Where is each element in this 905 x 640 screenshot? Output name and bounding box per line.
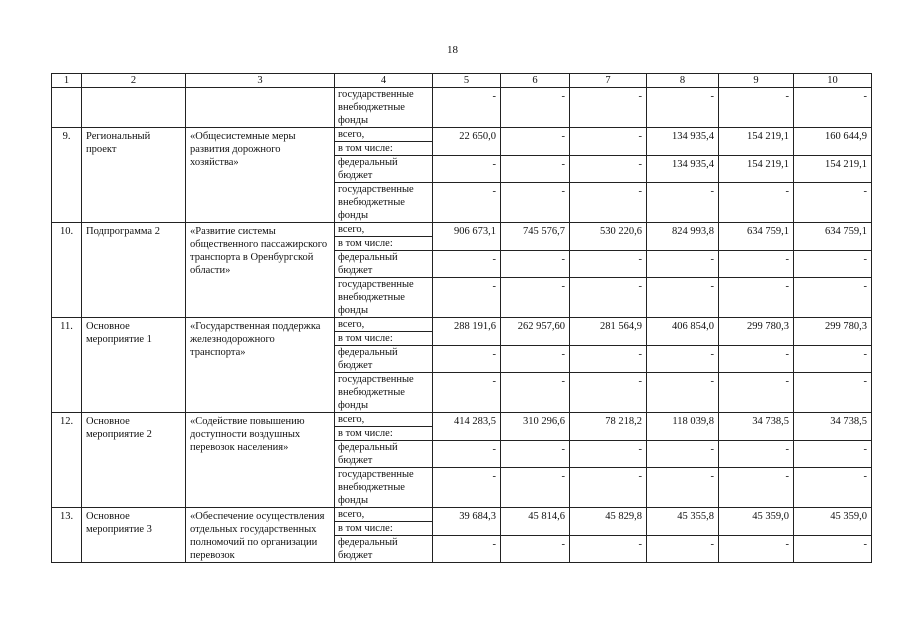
row-name: «Развитие системы общественного пассажирского транспорта в Оренбургской области» xyxy=(186,223,335,318)
column-number-cell: 3 xyxy=(186,74,335,88)
value-cell: - xyxy=(570,278,647,318)
row-name: «Обеспечение осуществления отдельных государственных полномочий по организации перевозок xyxy=(186,508,335,563)
column-number-cell: 2 xyxy=(82,74,186,88)
line-label: государственные внебюджетные фонды xyxy=(335,468,433,508)
row-name: «Государственная поддержка железнодорожного транспорта» xyxy=(186,318,335,413)
column-number-cell: 10 xyxy=(794,74,872,88)
value-cell: - xyxy=(647,183,719,223)
line-label: федеральный бюджет xyxy=(335,346,433,373)
table-row xyxy=(52,128,872,142)
column-number-cell: 4 xyxy=(335,74,433,88)
value-cell: - xyxy=(433,88,501,128)
value-cell: - xyxy=(501,183,570,223)
value-cell: - xyxy=(570,183,647,223)
value-cell: - xyxy=(570,251,647,278)
value-cell: - xyxy=(570,346,647,373)
line-label: федеральный бюджет xyxy=(335,441,433,468)
value-cell: - xyxy=(501,441,570,468)
value-cell: - xyxy=(647,346,719,373)
line-label: в том числе: xyxy=(335,142,433,156)
value-cell: - xyxy=(647,373,719,413)
value-cell: - xyxy=(647,278,719,318)
value-cell: - xyxy=(719,441,794,468)
value-cell: - xyxy=(794,346,872,373)
value-cell: - xyxy=(570,441,647,468)
line-label: всего, xyxy=(335,508,433,522)
value-cell: 634 759,1 xyxy=(719,223,794,251)
table-row xyxy=(52,508,872,522)
value-cell: - xyxy=(433,468,501,508)
value-cell: - xyxy=(647,88,719,128)
line-label: в том числе: xyxy=(335,237,433,251)
value-cell: - xyxy=(794,251,872,278)
budget-table xyxy=(51,73,872,563)
value-cell: - xyxy=(501,278,570,318)
blank-cell xyxy=(82,88,186,128)
line-label: государственные внебюджетные фонды xyxy=(335,278,433,318)
row-number: 12. xyxy=(52,413,82,508)
line-label: всего, xyxy=(335,413,433,427)
page-number: 18 xyxy=(447,44,458,56)
table-body xyxy=(52,74,872,563)
value-cell: 310 296,6 xyxy=(501,413,570,441)
value-cell: 45 829,8 xyxy=(570,508,647,536)
value-cell: 160 644,9 xyxy=(794,128,872,156)
row-status: Основное мероприятие 2 xyxy=(82,413,186,508)
value-cell: 154 219,1 xyxy=(719,156,794,183)
value-cell: 634 759,1 xyxy=(794,223,872,251)
value-cell: - xyxy=(570,373,647,413)
value-cell: - xyxy=(719,183,794,223)
line-label: государственные внебюджетные фонды xyxy=(335,183,433,223)
value-cell: - xyxy=(433,156,501,183)
value-cell: 262 957,60 xyxy=(501,318,570,346)
value-cell: - xyxy=(794,468,872,508)
line-label: в том числе: xyxy=(335,427,433,441)
row-status: Основное мероприятие 1 xyxy=(82,318,186,413)
value-cell: 154 219,1 xyxy=(794,156,872,183)
table-row xyxy=(52,413,872,427)
value-cell: 134 935,4 xyxy=(647,156,719,183)
value-cell: 45 359,0 xyxy=(794,508,872,536)
value-cell: 299 780,3 xyxy=(794,318,872,346)
value-cell: - xyxy=(647,251,719,278)
column-number-cell: 6 xyxy=(501,74,570,88)
value-cell: - xyxy=(647,468,719,508)
value-cell: - xyxy=(794,88,872,128)
value-cell: - xyxy=(433,441,501,468)
column-number-row xyxy=(52,74,872,88)
blank-cell xyxy=(186,88,335,128)
value-cell: 824 993,8 xyxy=(647,223,719,251)
line-label: федеральный бюджет xyxy=(335,251,433,278)
value-cell: 45 359,0 xyxy=(719,508,794,536)
value-cell: - xyxy=(794,278,872,318)
value-cell: - xyxy=(501,468,570,508)
column-number-cell: 1 xyxy=(52,74,82,88)
row-status: Региональный проект xyxy=(82,128,186,223)
value-cell: 906 673,1 xyxy=(433,223,501,251)
value-cell: - xyxy=(719,346,794,373)
value-cell: 45 355,8 xyxy=(647,508,719,536)
value-cell: - xyxy=(719,251,794,278)
value-cell: - xyxy=(570,88,647,128)
value-cell: - xyxy=(433,251,501,278)
line-label: в том числе: xyxy=(335,522,433,536)
row-name: «Общесистемные меры развития дорожного хозяйства» xyxy=(186,128,335,223)
value-cell: 281 564,9 xyxy=(570,318,647,346)
value-cell: 134 935,4 xyxy=(647,128,719,156)
value-cell: - xyxy=(794,373,872,413)
value-cell: 406 854,0 xyxy=(647,318,719,346)
row-number: 13. xyxy=(52,508,82,563)
line-label: государственные внебюджетные фонды xyxy=(335,88,433,128)
column-number-cell: 9 xyxy=(719,74,794,88)
value-cell: - xyxy=(501,373,570,413)
value-cell: 299 780,3 xyxy=(719,318,794,346)
value-cell: - xyxy=(794,536,872,563)
line-label: федеральный бюджет xyxy=(335,156,433,183)
value-cell: - xyxy=(719,278,794,318)
value-cell: - xyxy=(719,88,794,128)
column-number-cell: 7 xyxy=(570,74,647,88)
value-cell: - xyxy=(433,536,501,563)
row-name: «Содействие повышению доступности воздушных перевозок населения» xyxy=(186,413,335,508)
value-cell: 530 220,6 xyxy=(570,223,647,251)
line-label: всего, xyxy=(335,128,433,142)
table-row xyxy=(52,88,872,128)
value-cell: 22 650,0 xyxy=(433,128,501,156)
value-cell: - xyxy=(433,183,501,223)
row-number: 9. xyxy=(52,128,82,223)
row-number: 11. xyxy=(52,318,82,413)
value-cell: - xyxy=(570,468,647,508)
value-cell: - xyxy=(433,278,501,318)
value-cell: - xyxy=(794,441,872,468)
value-cell: - xyxy=(794,183,872,223)
line-label: федеральный бюджет xyxy=(335,536,433,563)
column-number-cell: 5 xyxy=(433,74,501,88)
value-cell: - xyxy=(570,128,647,156)
line-label: государственные внебюджетные фонды xyxy=(335,373,433,413)
value-cell: - xyxy=(719,373,794,413)
value-cell: - xyxy=(501,536,570,563)
row-status: Подпрограмма 2 xyxy=(82,223,186,318)
value-cell: - xyxy=(501,346,570,373)
value-cell: 414 283,5 xyxy=(433,413,501,441)
value-cell: 745 576,7 xyxy=(501,223,570,251)
value-cell: 45 814,6 xyxy=(501,508,570,536)
value-cell: 154 219,1 xyxy=(719,128,794,156)
value-cell: - xyxy=(433,346,501,373)
value-cell: - xyxy=(501,128,570,156)
blank-cell xyxy=(52,88,82,128)
value-cell: 78 218,2 xyxy=(570,413,647,441)
value-cell: - xyxy=(570,536,647,563)
line-label: всего, xyxy=(335,223,433,237)
line-label: всего, xyxy=(335,318,433,332)
row-number: 10. xyxy=(52,223,82,318)
column-number-cell: 8 xyxy=(647,74,719,88)
value-cell: 118 039,8 xyxy=(647,413,719,441)
value-cell: 34 738,5 xyxy=(794,413,872,441)
table-row xyxy=(52,223,872,237)
value-cell: - xyxy=(501,251,570,278)
value-cell: - xyxy=(433,373,501,413)
value-cell: 39 684,3 xyxy=(433,508,501,536)
line-label: в том числе: xyxy=(335,332,433,346)
value-cell: - xyxy=(570,156,647,183)
table-row xyxy=(52,318,872,332)
value-cell: - xyxy=(501,156,570,183)
value-cell: - xyxy=(719,468,794,508)
row-status: Основное мероприятие 3 xyxy=(82,508,186,563)
value-cell: - xyxy=(647,441,719,468)
value-cell: - xyxy=(719,536,794,563)
value-cell: 288 191,6 xyxy=(433,318,501,346)
value-cell: 34 738,5 xyxy=(719,413,794,441)
value-cell: - xyxy=(647,536,719,563)
value-cell: - xyxy=(501,88,570,128)
